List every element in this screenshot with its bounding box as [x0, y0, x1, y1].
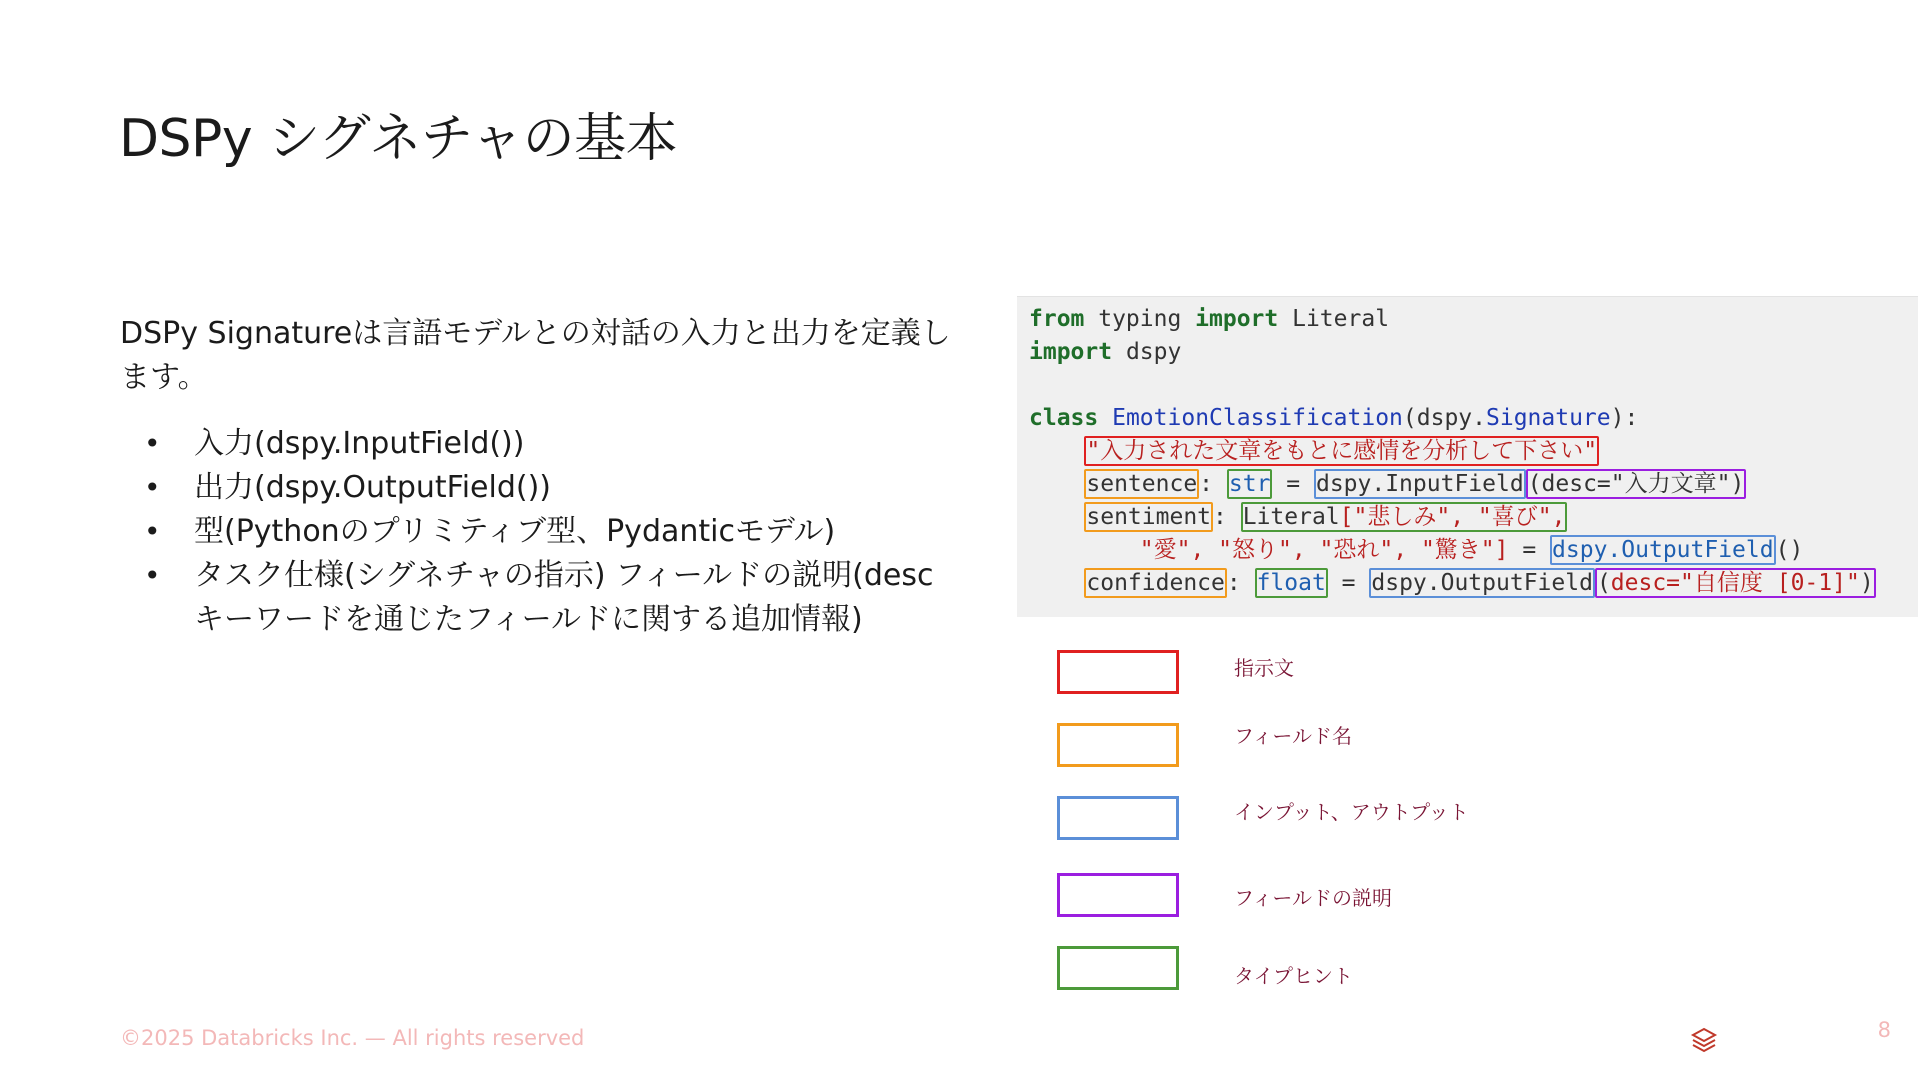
code-class-keyword: class	[1029, 405, 1099, 431]
code-field-sentiment: sentiment	[1086, 504, 1212, 530]
page-number: 8	[1877, 1018, 1891, 1042]
code-desc-sentence: (desc="入力文章")	[1527, 471, 1745, 497]
code-outputfield-sentiment: dspy.OutputField	[1552, 537, 1774, 563]
code-block: from typing import Literal import dspy class EmotionClassification(dspy.Signature): "入力された文章をもとに感情を分析して下さい" sentence: str = dspy.InputField (desc="入力文章") sentiment: Literal["悲しみ", "喜び", "愛", "怒り", "恐れ", "驚き"] = dspy.OutputField() confidence: float = dspy.OutputField (desc="自信度 [0-1]")	[1029, 306, 1874, 596]
footer-copyright: ©2025 Databricks Inc. — All rights reserved	[120, 1026, 585, 1050]
code-typing-module: typing	[1084, 306, 1196, 332]
legend-label-instruction: 指示文	[1234, 656, 1294, 680]
intro-text: DSPy Signatureは言語モデルとの対話の入力と出力を定義します。	[120, 316, 951, 395]
bullet-list	[140, 422, 960, 642]
code-desc-sentence-text: desc="入力文章"	[1541, 471, 1731, 497]
code-type-literal-name: Literal	[1242, 504, 1340, 530]
legend-swatch-instruction	[1057, 650, 1179, 694]
code-field-confidence: confidence	[1086, 570, 1225, 596]
bullet-item-task-spec: • タスク仕様(シグネチャの指示) フィールドの説明(desc キーワードを通じたフィールドに関する追加情報)	[140, 554, 960, 642]
code-outputfield-confidence: dspy.OutputField	[1371, 570, 1593, 596]
legend-swatch-input-output	[1057, 796, 1179, 840]
code-desc-confidence: (desc="自信度 [0-1]")	[1596, 570, 1874, 596]
code-from-keyword: from	[1029, 306, 1085, 332]
code-type-str: str	[1228, 471, 1271, 497]
bullet-item-type: • 型(Pythonのプリミティブ型、Pydanticモデル)	[140, 510, 960, 554]
code-field-sentence: sentence	[1086, 471, 1198, 497]
code-class-base-name: Signature	[1486, 405, 1611, 431]
code-class-name: EmotionClassification	[1112, 405, 1403, 431]
code-type-literal-values-2: "愛", "怒り", "恐れ", "驚き"]	[1139, 537, 1509, 563]
code-literal-name: Literal	[1278, 306, 1390, 332]
code-docstring: "入力された文章をもとに感情を分析して下さい"	[1086, 438, 1598, 464]
code-screenshot	[1017, 296, 1918, 617]
databricks-logo-icon	[1690, 1026, 1718, 1054]
slide-title: DSPy シグネチャの基本	[119, 109, 678, 169]
code-inputfield: dspy.InputField	[1315, 471, 1524, 497]
code-type-literal-values-1: ["悲しみ", "喜び",	[1339, 504, 1566, 530]
code-type-literal	[1241, 502, 1568, 532]
legend-swatch-type-hint	[1057, 946, 1179, 990]
legend-swatch-field-description	[1057, 873, 1179, 917]
code-dspy-module: dspy	[1112, 339, 1182, 365]
code-desc-confidence-text: desc="自信度 [0-1]"	[1610, 570, 1860, 596]
code-class-base-close: ):	[1610, 405, 1639, 431]
code-import-keyword-2: import	[1029, 339, 1113, 365]
code-class-base-open: (dspy.	[1402, 405, 1486, 431]
legend-label-type-hint: タイプヒント	[1234, 964, 1353, 988]
legend-label-field-name: フィールド名	[1234, 724, 1352, 748]
legend-swatch-field-name	[1057, 723, 1179, 767]
code-type-float: float	[1256, 570, 1326, 596]
legend-label-field-description: フィールドの説明	[1234, 886, 1392, 910]
legend-label-input-output: インプット、アウトプット	[1234, 800, 1469, 824]
bullet-item-output: • 出力(dspy.OutputField())	[140, 466, 960, 510]
bullet-item-input: • 入力(dspy.InputField())	[140, 422, 960, 466]
code-import-keyword: import	[1195, 306, 1279, 332]
